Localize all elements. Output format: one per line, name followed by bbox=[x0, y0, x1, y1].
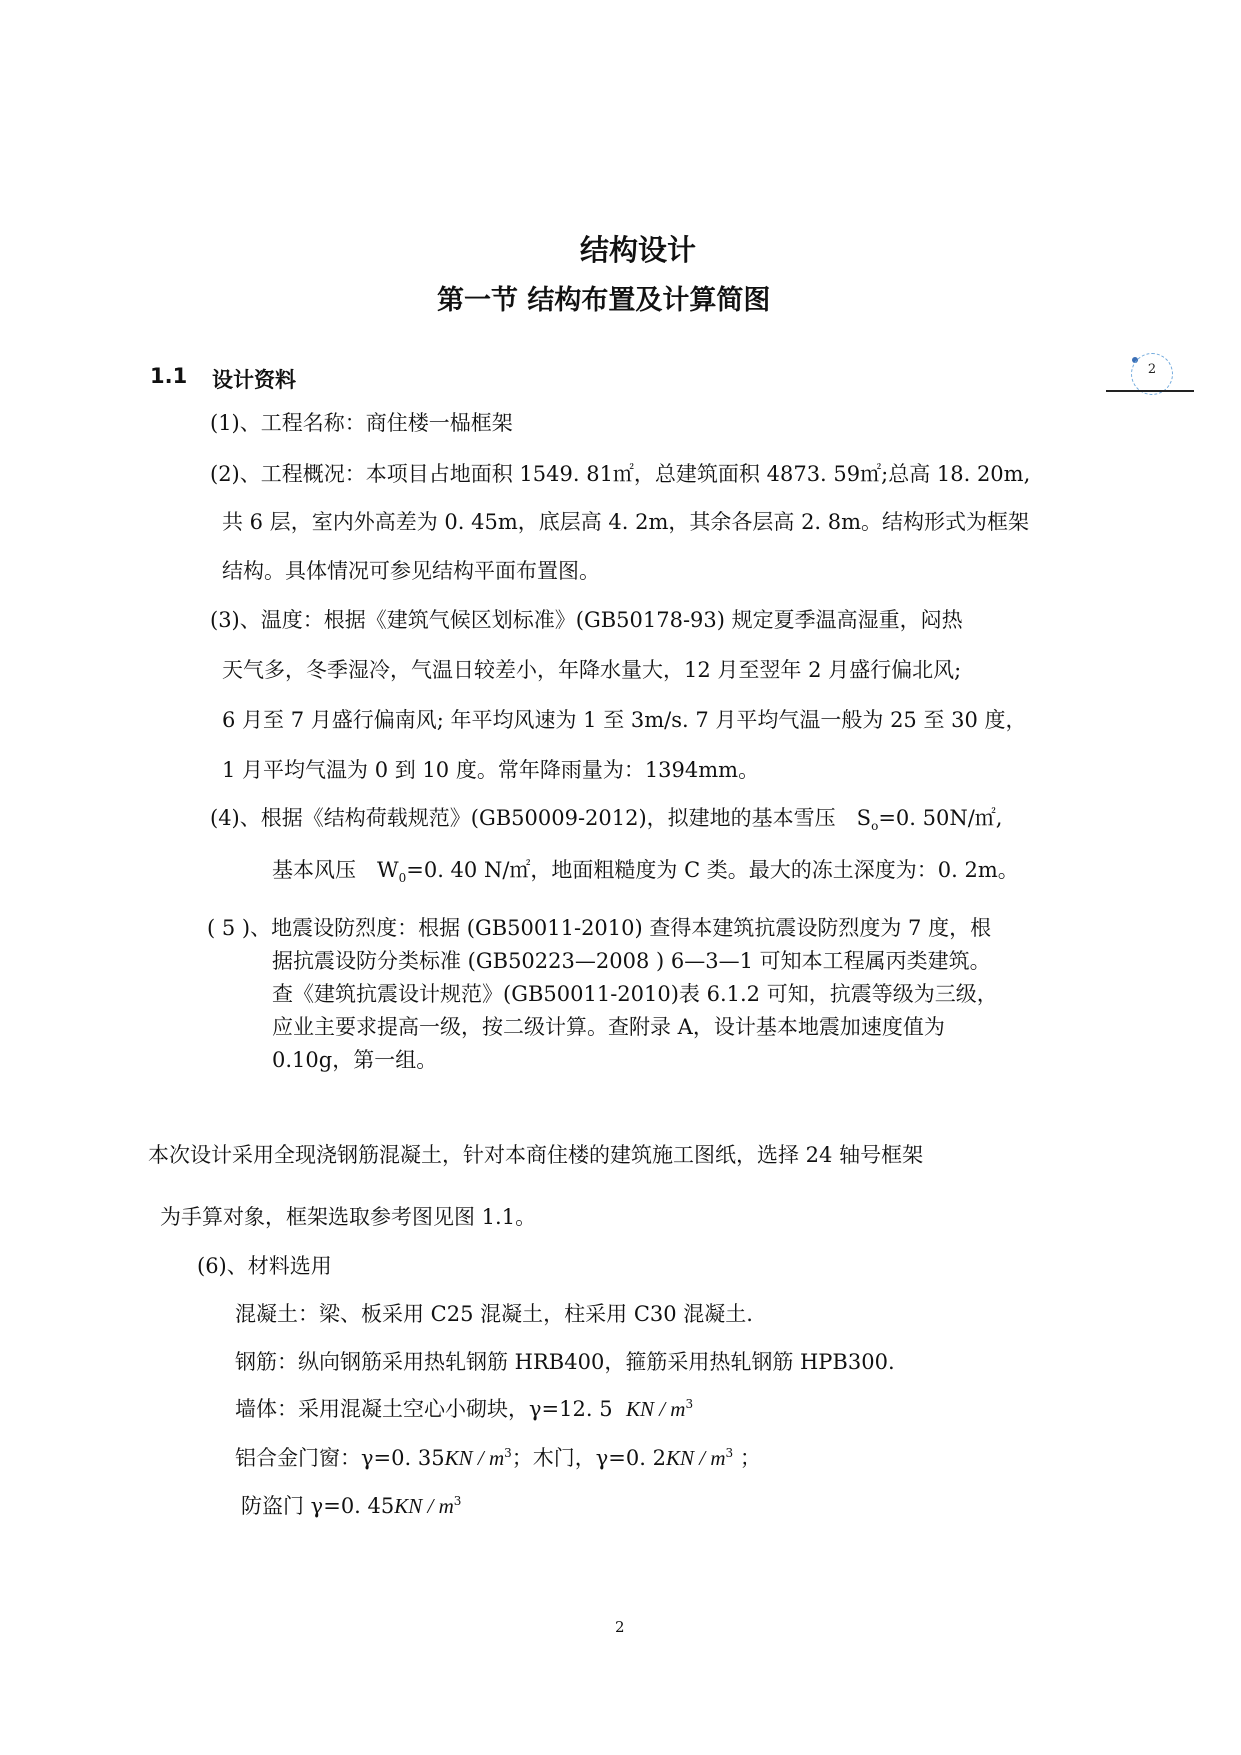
door-end: ； bbox=[739, 1446, 761, 1470]
line-temperature-2: 天气多，冬季湿冷，气温日较差小，年降水量大，12 月至翌年 2 月盛行偏北风; bbox=[222, 658, 962, 682]
load-1-text: (4)、根据《结构荷载规范》(GB50009-2012)，拟建地的基本雪压 S bbox=[210, 806, 872, 830]
line-materials-heading: (6)、材料选用 bbox=[197, 1254, 332, 1278]
line-seismic-4: 应业主要求提高一级，按二级计算。查附录 A，设计基本地震加速度值为 bbox=[272, 1015, 945, 1039]
line-overview-2: 共 6 层，室内外高差为 0. 45m，底层高 4. 2m，其余各层高 2. 8m。结构形式为框架 bbox=[222, 510, 1030, 534]
line-seismic-3: 查《建筑抗震设计规范》(GB50011-2010)表 6.1.2 可知，抗震等级为三级， bbox=[272, 982, 998, 1006]
door-unit-exp: 3 bbox=[725, 1446, 734, 1460]
line-temperature-1: (3)、温度：根据《建筑气候区划标准》(GB50178-93) 规定夏季温高湿重，闷热 bbox=[210, 608, 963, 632]
wall-unit-exp: 3 bbox=[685, 1397, 694, 1411]
wind-subscript: 0 bbox=[398, 871, 407, 886]
line-load-2 bbox=[272, 860, 1019, 884]
subsection-title: 设计资料 bbox=[212, 368, 296, 392]
line-load-1 bbox=[210, 808, 1002, 832]
line-seismic-5: 0.10g，第一组。 bbox=[272, 1048, 438, 1072]
page-number: 2 bbox=[615, 1618, 625, 1636]
line-design-scope-2: 为手算对象，框架选取参考图见图 1.1。 bbox=[160, 1205, 537, 1229]
door-text: ；木门，γ=0. 2 bbox=[511, 1446, 666, 1470]
comment-badge[interactable]: 2 bbox=[1131, 353, 1173, 395]
security-door-unit: KN / m bbox=[394, 1494, 454, 1518]
line-seismic-2: 据抗震设防分类标准 (GB50223—2008 ) 6—3—1 可知本工程属丙类建筑。 bbox=[272, 949, 991, 973]
load-1-value: =0. 50N/㎡, bbox=[878, 806, 1003, 830]
snow-subscript: o bbox=[871, 819, 879, 834]
doc-title: 结构设计 bbox=[580, 233, 697, 267]
line-concrete: 混凝土：梁、板采用 C25 混凝土，柱采用 C30 混凝土. bbox=[235, 1302, 753, 1326]
security-door-unit-exp: 3 bbox=[453, 1494, 462, 1508]
line-temperature-4: 1 月平均气温为 0 到 10 度。常年降雨量为：1394mm。 bbox=[222, 758, 760, 782]
security-door-text: 防盗门 γ=0. 45 bbox=[241, 1494, 395, 1518]
line-wall bbox=[235, 1393, 693, 1423]
window-unit-exp: 3 bbox=[504, 1446, 512, 1460]
subsection-number: 1.1 bbox=[150, 364, 188, 388]
load-2-text: 基本风压 W bbox=[272, 858, 399, 882]
window-unit: KN / m bbox=[444, 1446, 505, 1470]
line-overview-3: 结构。具体情况可参见结构平面布置图。 bbox=[222, 559, 600, 583]
load-2-value: =0. 40 N/㎡，地面粗糙度为 C 类。最大的冻土深度为：0. 2m。 bbox=[406, 858, 1019, 882]
line-overview-1: (2)、工程概况：本项目占地面积 1549. 81㎡，总建筑面积 4873. 59㎡;总高 18. 20m, bbox=[210, 462, 1031, 486]
door-unit: KN / m bbox=[665, 1446, 726, 1470]
section-heading: 第一节 结构布置及计算简图 bbox=[437, 285, 771, 316]
window-text: 铝合金门窗：γ=0. 35 bbox=[235, 1446, 445, 1470]
line-design-scope-1: 本次设计采用全现浇钢筋混凝土，针对本商住楼的建筑施工图纸，选择 24 轴号框架 bbox=[148, 1143, 924, 1167]
wall-text: 墙体：采用混凝土空心小砌块，γ=12. 5 bbox=[235, 1397, 613, 1421]
line-doors-windows bbox=[235, 1442, 761, 1472]
line-seismic-1: ( 5 )、地震设防烈度：根据 (GB50011-2010) 查得本建筑抗震设防烈度为 7 度，根 bbox=[207, 916, 992, 940]
wall-unit: KN / m bbox=[625, 1397, 686, 1421]
line-rebar: 钢筋：纵向钢筋采用热轧钢筋 HRB400，箍筋采用热轧钢筋 HPB300. bbox=[235, 1350, 895, 1374]
line-temperature-3: 6 月至 7 月盛行偏南风; 年平均风速为 1 至 3m/s. 7 月平均气温一般为 25 至 30 度， bbox=[222, 708, 1027, 732]
comment-anchor-line bbox=[1106, 390, 1194, 392]
line-project-name: (1)、工程名称：商住楼一榀框架 bbox=[210, 411, 513, 435]
line-security-door bbox=[241, 1490, 461, 1520]
